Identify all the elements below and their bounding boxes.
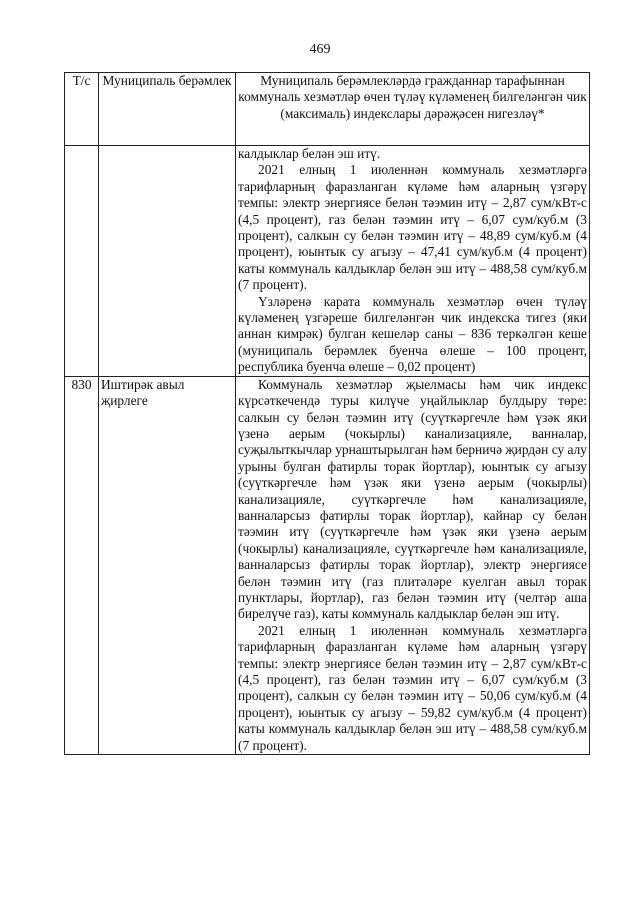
description-paragraph: Үзләренә карата коммуналь хезмәтләр өчен түләү күләменең үзгәреше билгеләнгән чик индекска тигез (яки аннан кимрәк) булган кешеләр саны – 836 теркәлгән кеше (муниципаль берәмлек буенча өлеше – 100 процент, республика буенча өлеше – 0,02 процент) xyxy=(238,293,587,375)
description-paragraph: калдыклар белән эш итү. xyxy=(238,146,381,161)
row-description xyxy=(236,376,590,754)
description-paragraph: 2021 елның 1 июленнән коммуналь хезмәтләргә тарифларның фаразланган күләме һәм аларның үзгәрү темпы: электр энергиясе белән тәэмин итү – 2,87 сум/кВт-с (4,5 процент), газ белән тәэмин итү – 6,07 сум/куб.м (3 процент), салкын су белән тәэмин итү – 48,89 сум/куб.м (4 процент), юынтык су агызу – 47,41 сум/куб.м (4 процент) каты коммуналь калдыклар белән эш итү – 488,58 сум/куб.м (7 процент). xyxy=(238,162,587,293)
page-number: 469 xyxy=(309,42,331,57)
description-paragraph: Коммуналь хезмәтләр җыелмасы һәм чик индекс күрсәткечендә туры килүче уңайлыклар булдыру төре: салкын су белән тәэмин итү (суүткәргечле һәм үзәк яки үзенә аерым (чокырлы) канализацияле, ванналар, суҗылыткычлар урнаштырылган һәм берничә җирдән су алу урыны булган фатирлы торак йортлар), юынтык су агызу (суүткәргечле һәм үзәк яки үзенә аерым (чокырлы) канализацияле, суүткәргечле һәм канализацияле, ванналарсыз фатирлы торак йортлар), кайнар су белән тәэмин итү (суүткәргечле һәм үзәк яки үзенә аерым (чокырлы) канализацияле, суүткәргечле һәм канализацияле, ванналарсыз фатирлы торак йортлар), электр энергиясе белән тәэмин итү (газ плитәләре куелган авыл торак пунктлары, йортлар), газ белән тәэмин итү (челтәр аша бирелүче газ), каты коммуналь калдыклар белән эш итү. xyxy=(238,376,587,622)
table-row xyxy=(65,146,590,377)
row-description xyxy=(236,146,590,377)
header-number: Т/с xyxy=(65,73,99,146)
header-municipality: Муниципаль берәмлек xyxy=(99,73,236,146)
index-table xyxy=(64,72,590,755)
table-header-row xyxy=(65,73,590,146)
row-municipality xyxy=(99,146,236,377)
row-municipality: Иштирәк авыл җирлеге xyxy=(99,376,236,754)
table-row xyxy=(65,376,590,754)
row-number xyxy=(65,146,99,377)
description-paragraph: 2021 елның 1 июленнән коммуналь хезмәтләргә тарифларның фаразланган күләме һәм аларның үзгәрү темпы: электр энергиясе белән тәэмин итү – 2,87 сум/кВт-с (4,5 процент), газ белән тәэмин итү – 6,07 сум/куб.м (3 процент), салкын су белән тәэмин итү – 50,06 сум/куб.м (4 процент), юынтык су агызу – 59,82 сум/куб.м (4 процент) каты коммуналь калдыклар белән эш итү – 488,58 сум/куб.м (7 процент). xyxy=(238,622,587,753)
header-description: Муниципаль берәмлекләрдә гражданнар тарафыннан коммуналь хезмәтләр өчен түләү күләменең билгеләнгән чик (максималь) индекслары дәрәҗәсен нигезләү* xyxy=(236,73,590,146)
row-number: 830 xyxy=(65,376,99,754)
